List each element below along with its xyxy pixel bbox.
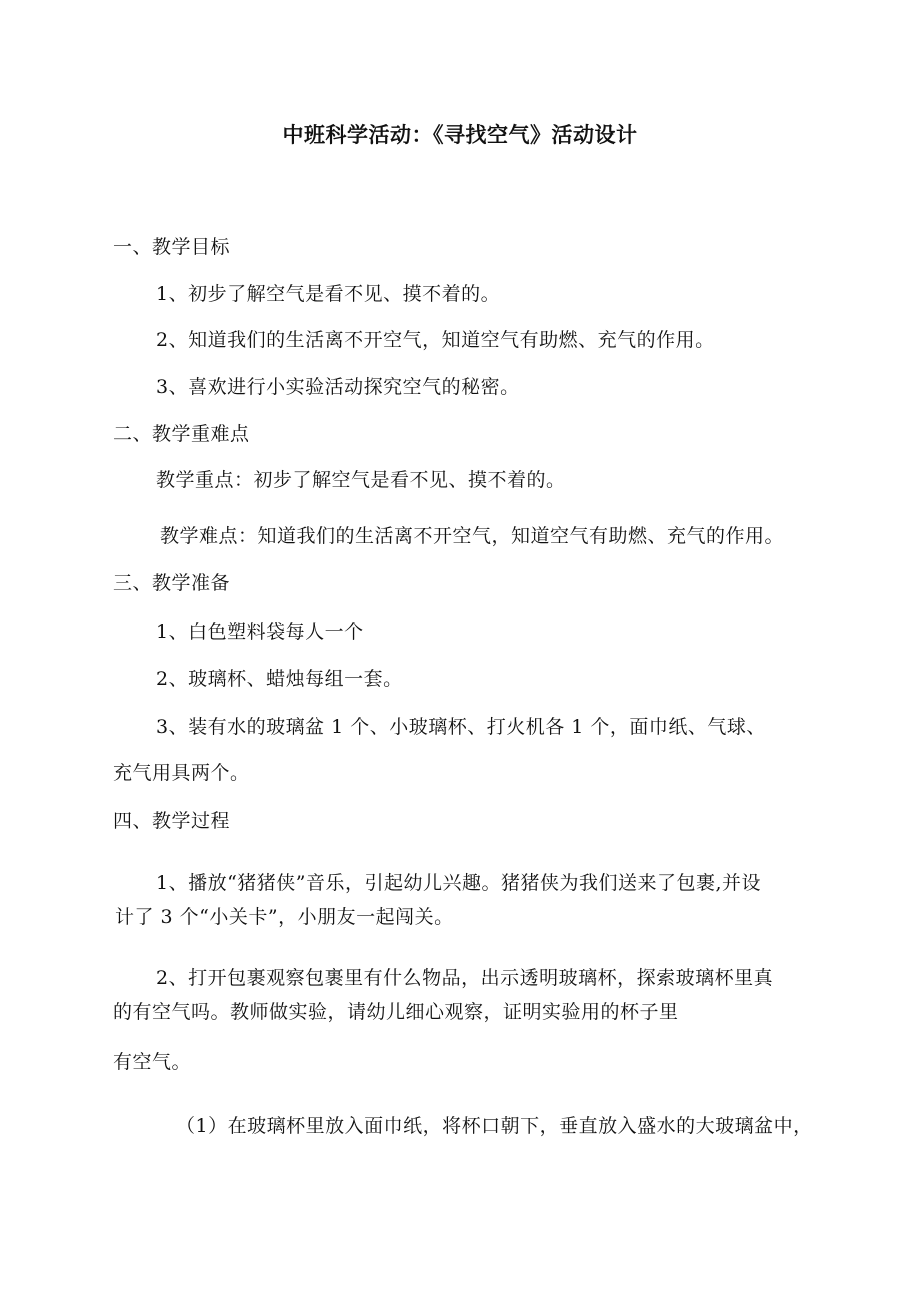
section-heading-process: 四、教学过程 xyxy=(113,810,231,832)
section-heading-key-points: 二、教学重难点 xyxy=(113,423,250,445)
difficulty-text: 教学难点：知道我们的生活离不开空气，知道空气有助燃、充气的作用。 xyxy=(160,525,785,547)
document-title: 中班科学活动：《寻找空气》活动设计 xyxy=(282,123,638,147)
preparation-item-2: 2、玻璃杯、蜡烛每组一套。 xyxy=(156,668,403,690)
process-step-2-line-2: 的有空气吗。教师做实验，请幼儿细心观察，证明实验用的杯子里 xyxy=(113,1001,679,1023)
preparation-item-3-continued: 充气用具两个。 xyxy=(113,762,250,784)
objective-item-1: 1、初步了解空气是看不见、摸不着的。 xyxy=(156,283,501,305)
key-point-text: 教学重点：初步了解空气是看不见、摸不着的。 xyxy=(156,469,566,491)
process-substep-1: （1）在玻璃杯里放入面巾纸，将杯口朝下，垂直放入盛水的大玻璃盆中， xyxy=(176,1115,813,1137)
process-step-2-line-3: 有空气。 xyxy=(113,1051,192,1073)
process-step-2-line-1: 2、打开包裹观察包裹里有什么物品，出示透明玻璃杯，探索玻璃杯里真 xyxy=(156,967,774,989)
process-step-1-line-1: 1、播放“猪猪侠”音乐，引起幼儿兴趣。猪猪侠为我们送来了包裹,并设 xyxy=(156,872,762,894)
section-heading-preparation: 三、教学准备 xyxy=(113,572,231,594)
preparation-item-3: 3、装有水的玻璃盆 1 个、小玻璃杯、打火机各 1 个，面巾纸、气球、 xyxy=(156,716,766,738)
process-step-1-line-2: 计了 3 个“小关卡”，小朋友一起闯关。 xyxy=(115,906,454,928)
objective-item-3: 3、喜欢进行小实验活动探究空气的秘密。 xyxy=(156,376,520,398)
section-heading-objectives: 一、教学目标 xyxy=(113,236,231,258)
preparation-item-1: 1、白色塑料袋每人一个 xyxy=(156,621,364,643)
objective-item-2: 2、知道我们的生活离不开空气，知道空气有助燃、充气的作用。 xyxy=(156,329,715,351)
